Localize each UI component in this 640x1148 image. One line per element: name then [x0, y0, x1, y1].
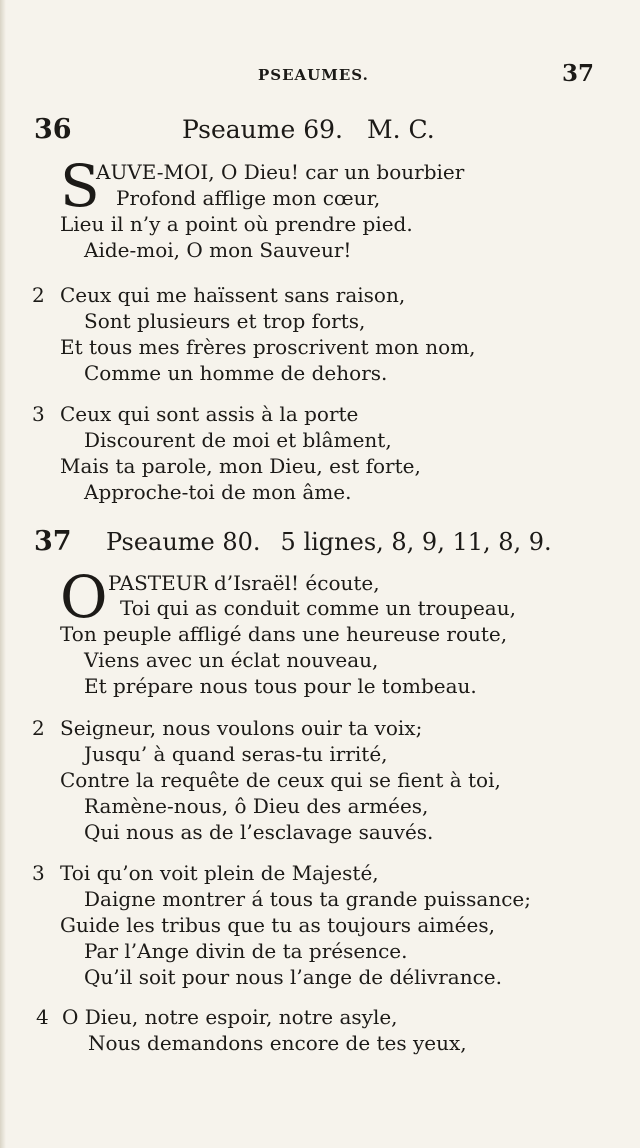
verse-line: Contre la requête de ceux qui se fient à toi, [60, 768, 501, 792]
verse-line: Et prépare nous tous pour le tombeau. [84, 674, 477, 698]
psalm-title: Pseaume 80. [106, 528, 261, 556]
page-number: 37 [562, 60, 595, 87]
verse-line: Profond afflige mon cœur, [116, 186, 381, 210]
verse-number: 3 [32, 402, 45, 426]
hymn-number: 36 [34, 114, 72, 145]
verse-line: Ton peuple affligé dans une heureuse route, [60, 622, 508, 646]
drop-cap: S [60, 152, 100, 220]
hymn-number: 37 [34, 526, 72, 557]
verse-line: Viens avec un éclat nouveau, [84, 648, 379, 672]
verse-line: Toi qui as conduit comme un troupeau, [120, 596, 516, 620]
verse-number: 4 [36, 1005, 49, 1029]
verse-line: Par l’Ange divin de ta présence. [84, 939, 408, 963]
verse-line: PASTEUR d’Israël! écoute, [108, 571, 380, 595]
verse-line: Lieu il n’y a point où prendre pied. [60, 212, 413, 236]
running-title: PSEAUMES. [258, 66, 369, 84]
verse-number: 3 [32, 861, 45, 885]
verse-line: AUVE-MOI, O Dieu! car un bourbier [96, 160, 465, 184]
verse-line: Approche-toi de mon âme. [84, 480, 352, 504]
verse-line: Comme un homme de dehors. [84, 361, 388, 385]
verse-line: Jusqu’ à quand seras-tu irrité, [84, 742, 388, 766]
verse-line: Nous demandons encore de tes yeux, [88, 1031, 467, 1055]
verse-line: Toi qu’on voit plein de Majesté, [60, 861, 379, 885]
verse-line: Mais ta parole, mon Dieu, est forte, [60, 454, 421, 478]
verse-line: Qui nous as de l’esclavage sauvés. [84, 820, 434, 844]
verse-line: Seigneur, nous voulons ouir ta voix; [60, 716, 423, 740]
verse-line: Ramène-nous, ô Dieu des armées, [84, 794, 429, 818]
verse-line: Qu’il soit pour nous l’ange de délivrance. [84, 965, 502, 989]
verse-line: Ceux qui sont assis à la porte [60, 402, 359, 426]
psalm-title: Pseaume 69. [182, 115, 343, 144]
psalm-meter: M. C. [367, 115, 435, 144]
psalm-37-heading [34, 526, 552, 557]
verse-line: Daigne montrer á tous ta grande puissance; [84, 887, 532, 911]
verse-number: 2 [32, 716, 45, 740]
verse-line: Ceux qui me haïssent sans raison, [60, 283, 406, 307]
psalm-36-heading [34, 114, 435, 145]
verse-line: Et tous mes frères proscrivent mon nom, [60, 335, 476, 359]
verse-line: Aide-moi, O mon Sauveur! [84, 238, 352, 262]
verse-line: Sont plusieurs et trop forts, [84, 309, 366, 333]
verse-number: 2 [32, 283, 45, 307]
drop-cap: O [60, 563, 108, 631]
verse-line: Discourent de moi et blâment, [84, 428, 392, 452]
verse-line: Guide les tribus que tu as toujours aimées, [60, 913, 495, 937]
psalm-meter: 5 lignes, 8, 9, 11, 8, 9. [280, 528, 552, 556]
verse-line: O Dieu, notre espoir, notre asyle, [62, 1005, 398, 1029]
page-edge [0, 0, 6, 1148]
